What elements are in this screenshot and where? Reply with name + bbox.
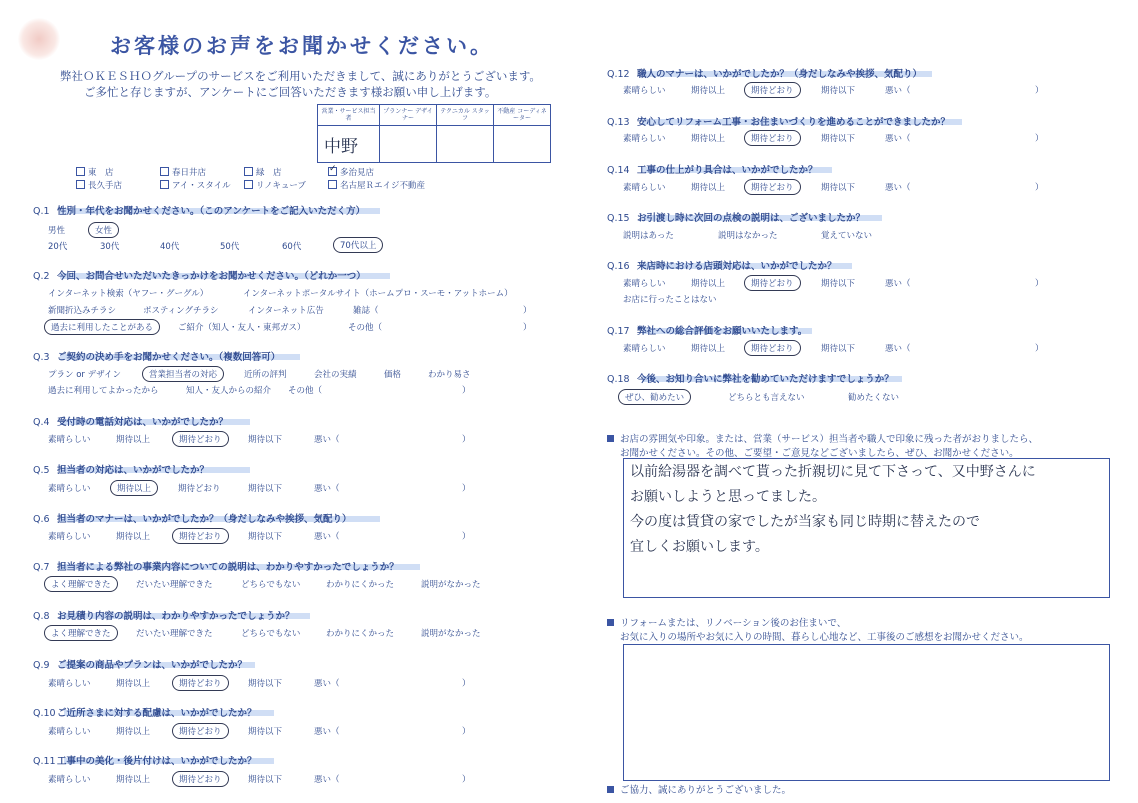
option-selected[interactable]: 過去に利用したことがある	[44, 319, 160, 335]
option-selected[interactable]: 期待どおり	[172, 528, 229, 544]
option[interactable]: 価格	[384, 370, 402, 380]
question-3: Q.3 ご契約の決め手をお聞かせください。（複数回答可）	[33, 352, 281, 363]
option-selected[interactable]: 営業担当者の対応	[142, 366, 224, 382]
survey-page: お客様のお声をお聞かせください。 弊社ＯＫＥＳＨＯグループのサービスをご利用いただきまして、誠にありがとうございます。 ご多忙と存じますが、アンケートにご回答いただきます様お願い申し上げます。 営業・サービス担当者 プランナー デザイナー テクニカル スタッフ 不動産 コーディネーター 中野 東 店 春日井店 緑 店 ✓ 多治見店 長久手店 アイ・スタイル リノキューブ 名古屋Ｒエイジ不動産 Q.1 性別・年代をお聞かせください。（このアンケートをご記入いただく方） 男性 女性 20代 30代 40代 50代 60代 70代以上 Q.2 今回、お問合せいただいたきっかけをお聞かせください。（どれか一つ） インターネット検索（ヤフー・グーグル） インターネットポータルサイト（ホームプロ・スーモ・アットホーム） 新聞折込みチラシ ポスティングチラシ インターネット広告 雑誌（ ） 過去に利用したことがある ご紹介（知人・友人・東邦ガス） その他（ ） Q.3 ご契約の決め手をお聞かせください。（複数回答可） プラン or デザイン 営業担当者の対応 近所の評判 会社の実績 価格 わかり易さ 過去に利用してよかったから 知人・友人からの紹介 その他（ ） Q.4 受付時の電話対応は、いかがでしたか？ 素晴らしい 期待以上 期待どおり 期待以下 悪い（ ） Q.5 担当者の対応は、いかがでしたか？ 素晴らしい 期待以上 期待どおり 期待以下 悪い（ ） Q.6 担当者のマナーは、いかがでしたか？（身だしなみや挨拶、気配り） 素晴らしい 期待以上 期待どおり 期待以下 悪い（ ） Q.7 担当者による弊社の事業内容についての説明は、わかりやすかったでしょうか？ よく理解できた だいたい理解できた どちらでもない わかりにくかった 説明がなかった Q.8 お見積り内容の説明は、わかりやすかったでしょうか？ よく理解できた だいたい理解できた どちらでもない わかりにくかった 説明がなかった Q.9 ご提案の商品やプランは、いかがでしたか？ 素晴らしい 期待以上 期待どおり 期待以下 悪い（ ） Q.10ご近所さまに対する配慮は、いかがでしたか？ 素晴らしい 期待以上 期待どおり 期待以下 悪い（ ） Q.11工事中の美化・後片付けは、いかがでしたか？ 素晴らしい 期待以上 期待どおり 期待以下 悪い（ ） Q.12 職人のマナーは、いかがでしたか？（身だしなみや挨拶、気配り） 素晴らしい 期待以上 期待どおり 期待以下 悪い（ ） Q.13 安心してリフォーム工事・お住まいづくりを進めることができましたか？ 素晴らしい 期待以上 期待どおり 期待以下 悪い（ ） Q.14 工事の仕上がり具合は、いかがでしたか？ 素晴らしい 期待以上 期待どおり 期待以下 悪い（ ） Q.15 お引渡し時に次回の点検の説明は、ございましたか？ 説明はあった 説明はなかった 覚えていない Q.16 来店時における店頭対応は、いかがでしたか？ 素晴らしい 期待以上 期待どおり 期待以下 悪い（ ） お店に行ったことはない Q.17 弊社への総合評価をお願いいたします。 素晴らしい 期待以上 期待どおり 期待以下 悪い（ ） Q.18 今後、お知り合いに弊社を勧めていただけますでしょうか？ ぜひ、勧めたい どちらとも言えない 勧めたくない お店の雰囲気や印象。または、営業（サービス）担当者や職人で印象に残った者がおりましたら、 お聞かせください。その他、ご要望・ご意見などございましたら、ぜひ、お聞かせください。 以前給湯器を調べて貰った折親切に見て下さって、又中野さんに お願いしようと思ってました。 今の度は賃貸の家でしたが当家も同じ時期に替えたので 宜しくお願いします。 リフォームまたは、リノベーション後のお住まいで、 お気に入りの場所やお気に入りの時間、暮らし心地など、工事後のご感想をお聞かせください。 ご協力、誠にありがとうございました。	[0, 0, 1138, 803]
square-bullet-icon	[607, 786, 614, 793]
question-10: Q.10ご近所さまに対する配慮は、いかがでしたか？	[33, 708, 257, 719]
option-selected[interactable]: 70代以上	[333, 237, 383, 253]
option-selected[interactable]: ぜひ、勧めたい	[618, 389, 691, 405]
seal-stamp	[18, 18, 60, 60]
comment-answer: 以前給湯器を調べて貰った折親切に見て下さって、又中野さんに お願いしようと思ってました。 今の度は賃貸の家でしたが当家も同じ時期に替えたので 宜しくお願いします。	[630, 464, 1036, 555]
option[interactable]: 新聞折込みチラシ	[48, 306, 117, 316]
option[interactable]: 会社の実績	[314, 370, 357, 380]
store-option[interactable]: 長久手店	[76, 178, 160, 191]
thanks-footer: ご協力、誠にありがとうございました。	[607, 782, 791, 796]
option[interactable]: インターネットポータルサイト（ホームプロ・スーモ・アットホーム）	[243, 289, 513, 299]
checkbox[interactable]	[76, 167, 85, 176]
square-bullet-icon	[607, 435, 614, 442]
option[interactable]: ご紹介（知人・友人・東邦ガス）	[178, 323, 306, 333]
option[interactable]: その他（	[348, 323, 383, 333]
checkbox[interactable]	[160, 167, 169, 176]
checkbox-checked[interactable]	[328, 167, 337, 176]
option[interactable]: その他（	[288, 386, 323, 396]
checkbox[interactable]	[244, 180, 253, 189]
store-option[interactable]: 東 店	[76, 165, 160, 178]
option[interactable]: 男性	[48, 226, 66, 236]
question-8: Q.8 お見積り内容の説明は、わかりやすかったでしょうか？	[33, 611, 295, 622]
option[interactable]: 60代	[282, 242, 302, 252]
option[interactable]: プラン or デザイン	[48, 370, 122, 380]
option-selected[interactable]: 期待どおり	[744, 340, 801, 356]
question-11: Q.11工事中の美化・後片付けは、いかがでしたか？	[33, 756, 257, 767]
question-1: Q.1 性別・年代をお聞かせください。（このアンケートをご記入いただく方）	[33, 206, 366, 217]
staff-header-planner: プランナー デザイナー	[380, 105, 437, 126]
option-selected[interactable]: 期待どおり	[744, 275, 801, 291]
question-14: Q.14 工事の仕上がり具合は、いかがでしたか？	[607, 165, 818, 176]
checkbox[interactable]	[160, 180, 169, 189]
paren-close: ）	[523, 323, 532, 333]
question-9: Q.9 ご提案の商品やプランは、いかがでしたか？	[33, 660, 248, 671]
store-selection	[76, 165, 448, 191]
question-17: Q.17 弊社への総合評価をお願いいたします。	[607, 326, 808, 337]
question-2: Q.2 今回、お問合せいただいたきっかけをお聞かせください。（どれか一つ）	[33, 271, 366, 282]
staff-header-sales: 営業・サービス担当者	[318, 105, 380, 126]
staff-header-realestate: 不動産 コーディネーター	[494, 105, 551, 126]
intro-text	[60, 68, 541, 100]
paren-close: ）	[462, 386, 471, 396]
option[interactable]: 雑誌（	[353, 306, 379, 316]
option[interactable]: 40代	[160, 242, 180, 252]
option[interactable]: 50代	[220, 242, 240, 252]
reform-section-header: リフォームまたは、リノベーション後のお住まいで、 お気に入りの場所やお気に入りの時間、暮らし心地など、工事後のご感想をお聞かせください。	[607, 617, 1029, 645]
store-option[interactable]: リノキューブ	[244, 178, 328, 191]
option-selected[interactable]: 期待どおり	[172, 675, 229, 691]
store-option[interactable]: ✓ 多治見店	[328, 165, 412, 178]
question-16: Q.16 来店時における店頭対応は、いかがでしたか？	[607, 261, 837, 272]
question-12: Q.12 職人のマナーは、いかがでしたか？（身だしなみや挨拶、気配り）	[607, 69, 923, 80]
staff-value-planner[interactable]	[380, 126, 437, 163]
option-selected[interactable]: 女性	[88, 222, 119, 238]
question-7: Q.7 担当者による弊社の事業内容についての説明は、わかりやすかったでしょうか？	[33, 562, 399, 573]
option[interactable]: 近所の評判	[244, 370, 287, 380]
option[interactable]: インターネット広告	[248, 306, 324, 316]
comment-section-header: お店の雰囲気や印象。または、営業（サービス）担当者や職人で印象に残った者がおりましたら、 お聞かせください。その他、ご要望・ご意見などございましたら、ぜひ、お聞かせください。	[607, 433, 1038, 461]
reform-comment-box[interactable]	[623, 644, 1110, 781]
survey-title: お客様のお声をお聞かせください。	[110, 34, 494, 58]
store-option[interactable]: アイ・スタイル	[160, 178, 244, 191]
option-selected[interactable]: よく理解できた	[44, 576, 118, 592]
option-selected[interactable]: 期待どおり	[744, 179, 801, 195]
intro-line-1: 弊社ＯＫＥＳＨＯグループのサービスをご利用いただきまして、誠にありがとうございます。	[60, 69, 541, 83]
square-bullet-icon	[607, 619, 614, 626]
option[interactable]: インターネット検索（ヤフー・グーグル）	[48, 289, 209, 299]
option[interactable]: 過去に利用してよかったから	[48, 386, 159, 396]
staff-value-sales[interactable]: 中野	[318, 126, 380, 163]
option-selected[interactable]: 期待どおり	[744, 130, 801, 146]
option-selected[interactable]: よく理解できた	[44, 625, 118, 641]
paren-close: ）	[523, 306, 532, 316]
option-selected[interactable]: 期待どおり	[172, 431, 229, 447]
question-18: Q.18 今後、お知り合いに弊社を勧めていただけますでしょうか？	[607, 374, 894, 385]
option-selected[interactable]: 期待以上	[110, 480, 158, 496]
option-selected[interactable]: 期待どおり	[172, 771, 229, 787]
question-15: Q.15 お引渡し時に次回の点検の説明は、ございましたか？	[607, 213, 866, 224]
staff-value-technical[interactable]	[437, 126, 494, 163]
staff-table	[317, 104, 551, 163]
store-option[interactable]: 緑 店	[244, 165, 328, 178]
option-selected[interactable]: 期待どおり	[172, 723, 229, 739]
checkbox[interactable]	[76, 180, 85, 189]
checkbox[interactable]	[244, 167, 253, 176]
option[interactable]: わかり易さ	[428, 370, 471, 380]
option[interactable]: 30代	[100, 242, 120, 252]
staff-value-realestate[interactable]	[494, 126, 551, 163]
option[interactable]: ポスティングチラシ	[143, 306, 219, 316]
option-selected[interactable]: 期待どおり	[744, 82, 801, 98]
question-4: Q.4 受付時の電話対応は、いかがでしたか？	[33, 417, 229, 428]
store-option[interactable]: 名古屋Ｒエイジ不動産	[328, 178, 448, 191]
question-5: Q.5 担当者の対応は、いかがでしたか？	[33, 465, 210, 476]
checkbox[interactable]	[328, 180, 337, 189]
option[interactable]: 20代	[48, 242, 68, 252]
staff-header-technical: テクニカル スタッフ	[437, 105, 494, 126]
store-option[interactable]: 春日井店	[160, 165, 244, 178]
question-13: Q.13 安心してリフォーム工事・お住まいづくりを進めることができましたか？	[607, 117, 951, 128]
option[interactable]: 知人・友人からの紹介	[186, 386, 272, 396]
question-6: Q.6 担当者のマナーは、いかがでしたか？（身だしなみや挨拶、気配り）	[33, 514, 352, 525]
intro-line-2: ご多忙と存じますが、アンケートにご回答いただきます様お願い申し上げます。	[84, 85, 497, 99]
